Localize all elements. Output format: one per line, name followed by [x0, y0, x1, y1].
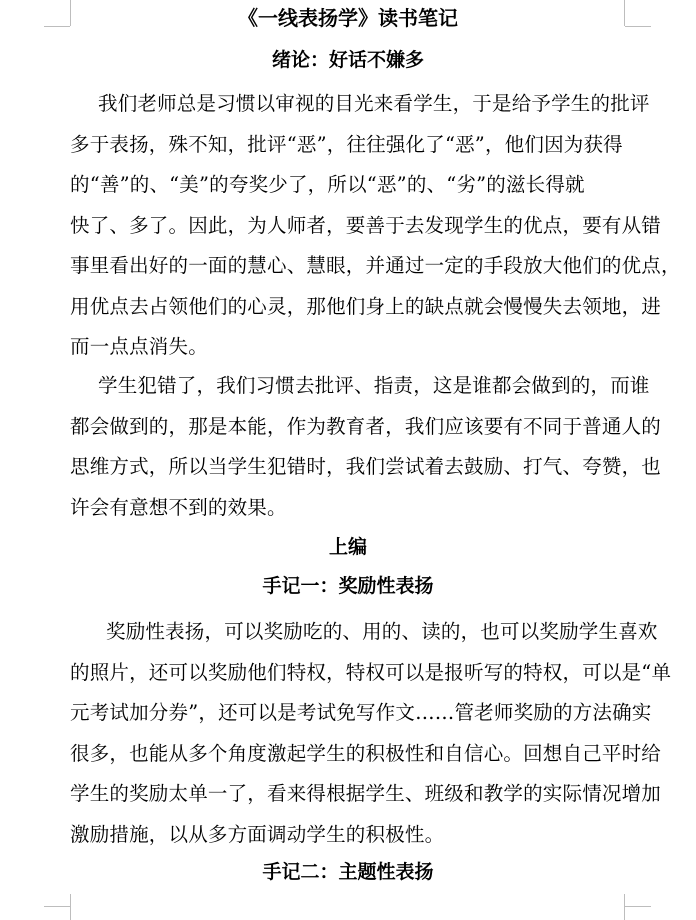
- paragraph-line: 都会做到的，那是本能，作为教育者，我们应该要有不同于普通人的: [70, 414, 662, 438]
- paragraph-line: 用优点去占领他们的心灵，那他们身上的缺点就会慢慢失去领地，进: [70, 294, 662, 318]
- paragraph-line: 许会有意想不到的效果。: [70, 495, 287, 519]
- paragraph-line: 而一点点消失。: [70, 335, 208, 358]
- paragraph-line: 快了、多了。因此，为人师者，要善于去发现学生的优点，要有从错: [70, 213, 662, 237]
- part-heading: 上编: [328, 536, 367, 558]
- paragraph-line: 我们老师总是习惯以审视的目光来看学生，于是给予学生的批评: [98, 92, 650, 115]
- crop-mark-bottom-left-horizontal: [44, 906, 70, 907]
- paragraph-line: 事里看出好的一面的慧心、慧眼，并通过一定的手段放大他们的优点，: [70, 254, 681, 277]
- crop-mark-bottom-left-vertical: [70, 894, 71, 920]
- paragraph-line: 的“善”的、“美”的夸奖少了，所以“恶”的、“劣”的滋长得就: [70, 173, 585, 196]
- crop-mark-bottom-right-horizontal: [625, 906, 651, 907]
- paragraph-line: 奖励性表扬，可以奖励吃的、用的、读的，也可以奖励学生喜欢: [106, 620, 658, 643]
- note2-heading: 手记二：主题性表扬: [262, 861, 434, 883]
- paragraph-line: 很多，也能从多个角度激起学生的积极性和自信心。回想自己平时给: [70, 741, 662, 765]
- paragraph-line: 的照片，还可以奖励他们特权，特权可以是报听写的特权，可以是“单: [70, 660, 672, 684]
- intro-paragraph-2: [70, 366, 662, 528]
- note1-heading: 手记一：奖励性表扬: [262, 575, 434, 597]
- paragraph-line: 学生犯错了，我们习惯去批评、指责，这是谁都会做到的，而谁: [98, 374, 650, 397]
- intro-paragraph-1: [70, 84, 681, 368]
- paragraph-line: 激励措施，以从多方面调动学生的积极性。: [70, 822, 445, 846]
- document-title: 《一线表扬学》读书笔记: [238, 6, 458, 30]
- paragraph-line: 多于表扬，殊不知，批评“恶”，往往强化了“恶”，他们因为获得: [70, 132, 623, 156]
- paragraph-line: 思维方式，所以当学生犯错时，我们尝试着去鼓励、打气、夸赞，也: [70, 455, 662, 478]
- paragraph-line: 元考试加分券”，还可以是考试免写作文……管老师奖励的方法确实: [70, 701, 652, 724]
- intro-heading: 绪论：好话不嫌多: [271, 49, 424, 71]
- paragraph-line: 学生的奖励太单一了，看来得根据学生、班级和教学的实际情况增加: [70, 782, 662, 805]
- note1-paragraph: [70, 612, 672, 855]
- crop-mark-bottom-right-vertical: [624, 894, 625, 920]
